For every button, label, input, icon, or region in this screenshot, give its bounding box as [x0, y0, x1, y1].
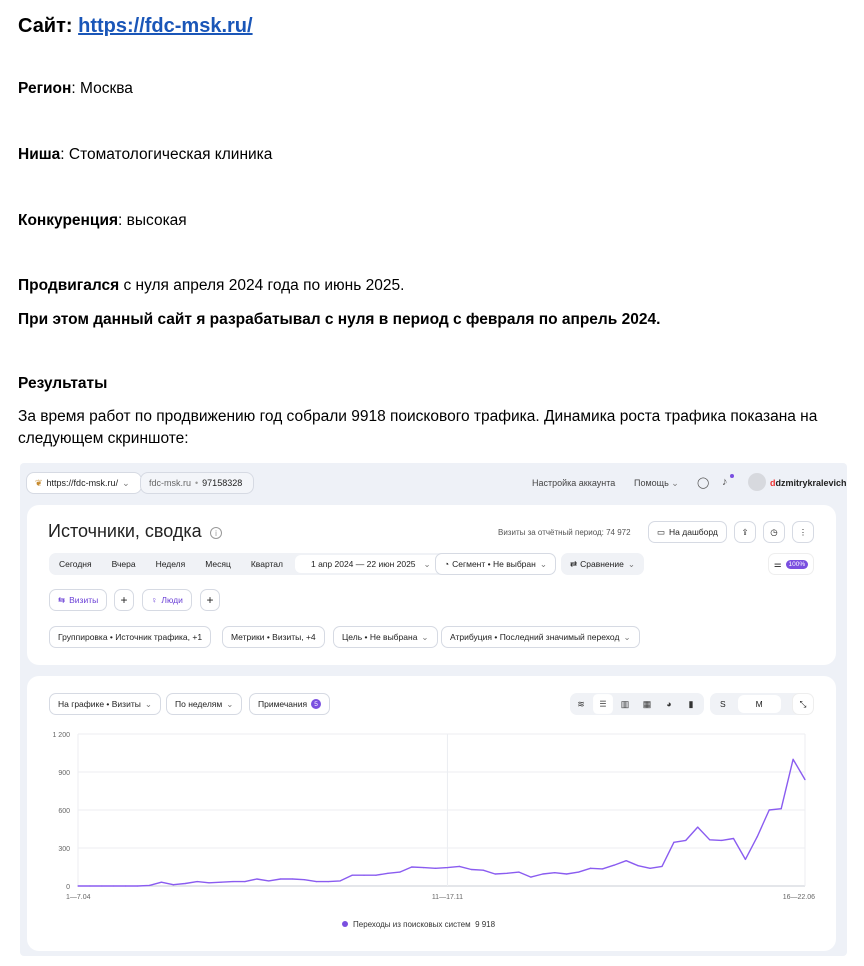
data-point — [602, 868, 603, 869]
data-point — [757, 836, 758, 837]
y-tick-label: 300 — [58, 846, 70, 853]
region-value: : Москва — [71, 80, 133, 97]
data-point — [745, 859, 746, 860]
chevron-down-icon: ⌄ — [671, 478, 679, 488]
granularity-label: По неделям — [175, 699, 223, 709]
attribution-label: Атрибуция • Последний значимый переход — [450, 632, 620, 642]
data-point — [685, 840, 686, 841]
legend-label: Переходы из поисковых систем — [353, 920, 471, 929]
site-favicon-icon: ❦ — [35, 477, 43, 488]
data-point — [280, 878, 281, 879]
goal-label: Цель • Не выбрана — [342, 632, 418, 642]
data-point — [697, 827, 698, 828]
data-point — [363, 875, 364, 876]
chevron-down-icon: ⌄ — [627, 558, 635, 569]
data-point — [340, 880, 341, 881]
region-line — [18, 79, 133, 99]
data-point — [638, 865, 639, 866]
site-selector-label: https://fdc-msk.ru/ — [46, 478, 119, 488]
data-point — [721, 840, 722, 841]
chart-type-area-icon[interactable]: ☰ — [593, 694, 613, 714]
data-point — [506, 873, 507, 874]
traffic-chart — [20, 463, 847, 956]
data-point — [566, 873, 567, 874]
data-point — [220, 882, 221, 883]
username-initial: d — [770, 478, 776, 488]
data-point — [387, 873, 388, 874]
person-icon: ♀ — [151, 595, 158, 605]
notes-count: 5 — [311, 699, 321, 709]
counter-id: 97158328 — [202, 478, 243, 488]
competition-value: : высокая — [118, 212, 187, 229]
collapse-icon: ⤡ — [799, 698, 807, 709]
y-tick-label: 0 — [66, 884, 70, 891]
data-point — [173, 884, 174, 885]
period-quarter[interactable]: Квартал — [250, 559, 283, 569]
chart-metric-label: На графике • Визиты — [58, 699, 141, 709]
plus-icon: + — [120, 593, 128, 607]
data-point — [781, 808, 782, 809]
comparison-label: Сравнение — [580, 559, 624, 569]
upload-icon: ⇪ — [741, 526, 749, 537]
data-point — [149, 885, 150, 886]
niche-value: : Стоматологическая клиника — [60, 146, 273, 163]
data-point — [447, 867, 448, 868]
bell-icon[interactable]: ♪ — [722, 476, 728, 488]
help-label: Помощь — [634, 478, 669, 488]
data-point — [244, 881, 245, 882]
visits-period: Визиты за отчётный период: 74 972 — [498, 528, 631, 537]
chevron-down-icon: ⌄ — [226, 698, 234, 709]
data-point — [709, 839, 710, 840]
data-point — [769, 809, 770, 810]
date-range-label: 1 апр 2024 — 22 июн 2025 — [310, 559, 416, 569]
data-point — [495, 873, 496, 874]
data-point — [328, 881, 329, 882]
data-point — [125, 885, 126, 886]
data-point — [101, 885, 102, 886]
data-point — [614, 865, 615, 866]
results-heading: Результаты — [18, 375, 108, 392]
data-point — [471, 869, 472, 870]
data-point — [804, 779, 805, 780]
legend-dot — [342, 921, 348, 927]
chevron-down-icon: ⌄ — [421, 631, 429, 642]
compare-icon: ⇄ — [570, 558, 578, 569]
data-point — [232, 881, 233, 882]
chart-type-pie-icon[interactable]: ◕ — [666, 699, 672, 709]
y-tick-label: 1 200 — [52, 732, 70, 739]
metrics-label: Метрики • Визиты, +4 — [231, 632, 316, 642]
data-point — [268, 880, 269, 881]
sliders-icon: ⚌ — [773, 558, 782, 569]
data-point — [399, 871, 400, 872]
chart-type-bar-icon[interactable]: ▥ — [620, 698, 630, 709]
data-point — [483, 870, 484, 871]
promo-line — [18, 276, 404, 296]
competition-line — [18, 211, 187, 231]
metrica-screenshot — [20, 463, 847, 956]
site-heading — [18, 16, 253, 36]
region-label: Регион — [18, 80, 72, 97]
x-tick-label: 11—17.11 — [431, 894, 464, 901]
chart-type-stacked-icon[interactable]: ▦ — [642, 698, 652, 709]
counter-label: fdc-msk.ru — [149, 478, 192, 488]
chevron-down-icon: ⌄ — [122, 477, 130, 488]
data-point — [661, 866, 662, 867]
data-point — [375, 875, 376, 876]
data-point — [518, 871, 519, 872]
period-today[interactable]: Сегодня — [59, 559, 92, 569]
clock-icon: ◷ — [770, 526, 778, 537]
visits-chip-label: Визиты — [69, 595, 99, 605]
chart-type-column-icon[interactable]: ▮ — [688, 698, 694, 709]
data-point — [411, 866, 412, 867]
data-point — [77, 885, 78, 886]
x-tick-label: 16—22.06 — [782, 894, 815, 901]
competition-label: Конкуренция — [18, 212, 119, 229]
account-settings-link[interactable]: Настройка аккаунта — [532, 478, 616, 488]
grouping-label: Группировка • Источник трафика, +1 — [58, 632, 203, 642]
info-icon[interactable]: i — [210, 527, 222, 539]
data-point — [161, 882, 162, 883]
data-point — [197, 881, 198, 882]
data-point — [530, 877, 531, 878]
x-tick-label: 1—7.04 — [66, 894, 91, 901]
data-point — [626, 860, 627, 861]
site-link[interactable]: https://fdc-msk.ru/ — [78, 15, 253, 37]
data-point — [423, 867, 424, 868]
period-yesterday[interactable]: Вчера — [111, 559, 136, 569]
counter-separator: • — [195, 478, 199, 488]
data-point — [185, 883, 186, 884]
data-point — [292, 878, 293, 879]
promo-value: с нуля апреля 2024 года по июнь 2025. — [119, 277, 405, 294]
people-chip-label: Люди — [161, 595, 183, 605]
sampling-badge: 100% — [786, 560, 809, 569]
data-point — [137, 885, 138, 886]
data-point — [542, 873, 543, 874]
segment-label: Сегмент • Не выбран — [452, 559, 536, 569]
chevron-down-icon: ⌄ — [423, 558, 431, 569]
data-point — [208, 882, 209, 883]
niche-line — [18, 145, 272, 165]
legend-value: 9 918 — [475, 920, 496, 929]
dashboard-icon: ▭ — [657, 526, 666, 537]
results-text-line-2: следующем скриншоте: — [18, 430, 189, 447]
data-point — [554, 872, 555, 873]
chevron-down-icon: ⌄ — [144, 698, 152, 709]
data-point — [113, 885, 114, 886]
promo-label: Продвигался — [18, 277, 120, 294]
data-point — [459, 866, 460, 867]
chart-legend[interactable] — [342, 920, 495, 929]
y-tick-label: 600 — [58, 808, 70, 815]
data-point — [89, 885, 90, 886]
series-line — [78, 759, 805, 886]
data-point — [792, 759, 793, 760]
data-point — [304, 879, 305, 880]
data-point — [649, 868, 650, 869]
data-point — [578, 871, 579, 872]
segment-icon: ◔ — [444, 559, 450, 569]
more-icon: ⋮ — [798, 526, 808, 537]
size-m-label: M — [755, 699, 763, 709]
size-s[interactable]: S — [720, 699, 726, 709]
dev-line: При этом данный сайт я разрабатывал с нуля в период с февраля по апрель 2024. — [18, 311, 661, 328]
results-text-line-1: За время работ по продвижению год собрали 9918 поискового трафика. Динамика роста трафика показана на — [18, 408, 818, 425]
period-month[interactable]: Месяц — [205, 559, 231, 569]
plus-icon: + — [206, 593, 214, 607]
data-point — [590, 868, 591, 869]
to-dashboard-label: На дашборд — [669, 527, 718, 537]
data-point — [733, 838, 734, 839]
data-point — [256, 878, 257, 879]
visits-icon: ⇆ — [58, 594, 66, 605]
site-label: Сайт: — [18, 15, 73, 37]
data-point — [435, 868, 436, 869]
page-title: Источники, сводка — [48, 521, 202, 541]
chat-icon[interactable]: ◯ — [697, 477, 710, 489]
chart-type-line-icon[interactable]: ≋ — [577, 698, 585, 709]
data-point — [673, 842, 674, 843]
niche-label: Ниша — [18, 146, 61, 163]
y-tick-label: 900 — [58, 770, 70, 777]
period-week[interactable]: Неделя — [155, 559, 186, 569]
data-point — [352, 875, 353, 876]
chevron-down-icon: ⌄ — [623, 631, 631, 642]
results-text — [18, 406, 838, 450]
username-text: dzmitrykralevich — [775, 478, 847, 488]
chevron-down-icon: ⌄ — [539, 558, 547, 569]
notes-label: Примечания — [258, 699, 308, 709]
data-point — [316, 881, 317, 882]
